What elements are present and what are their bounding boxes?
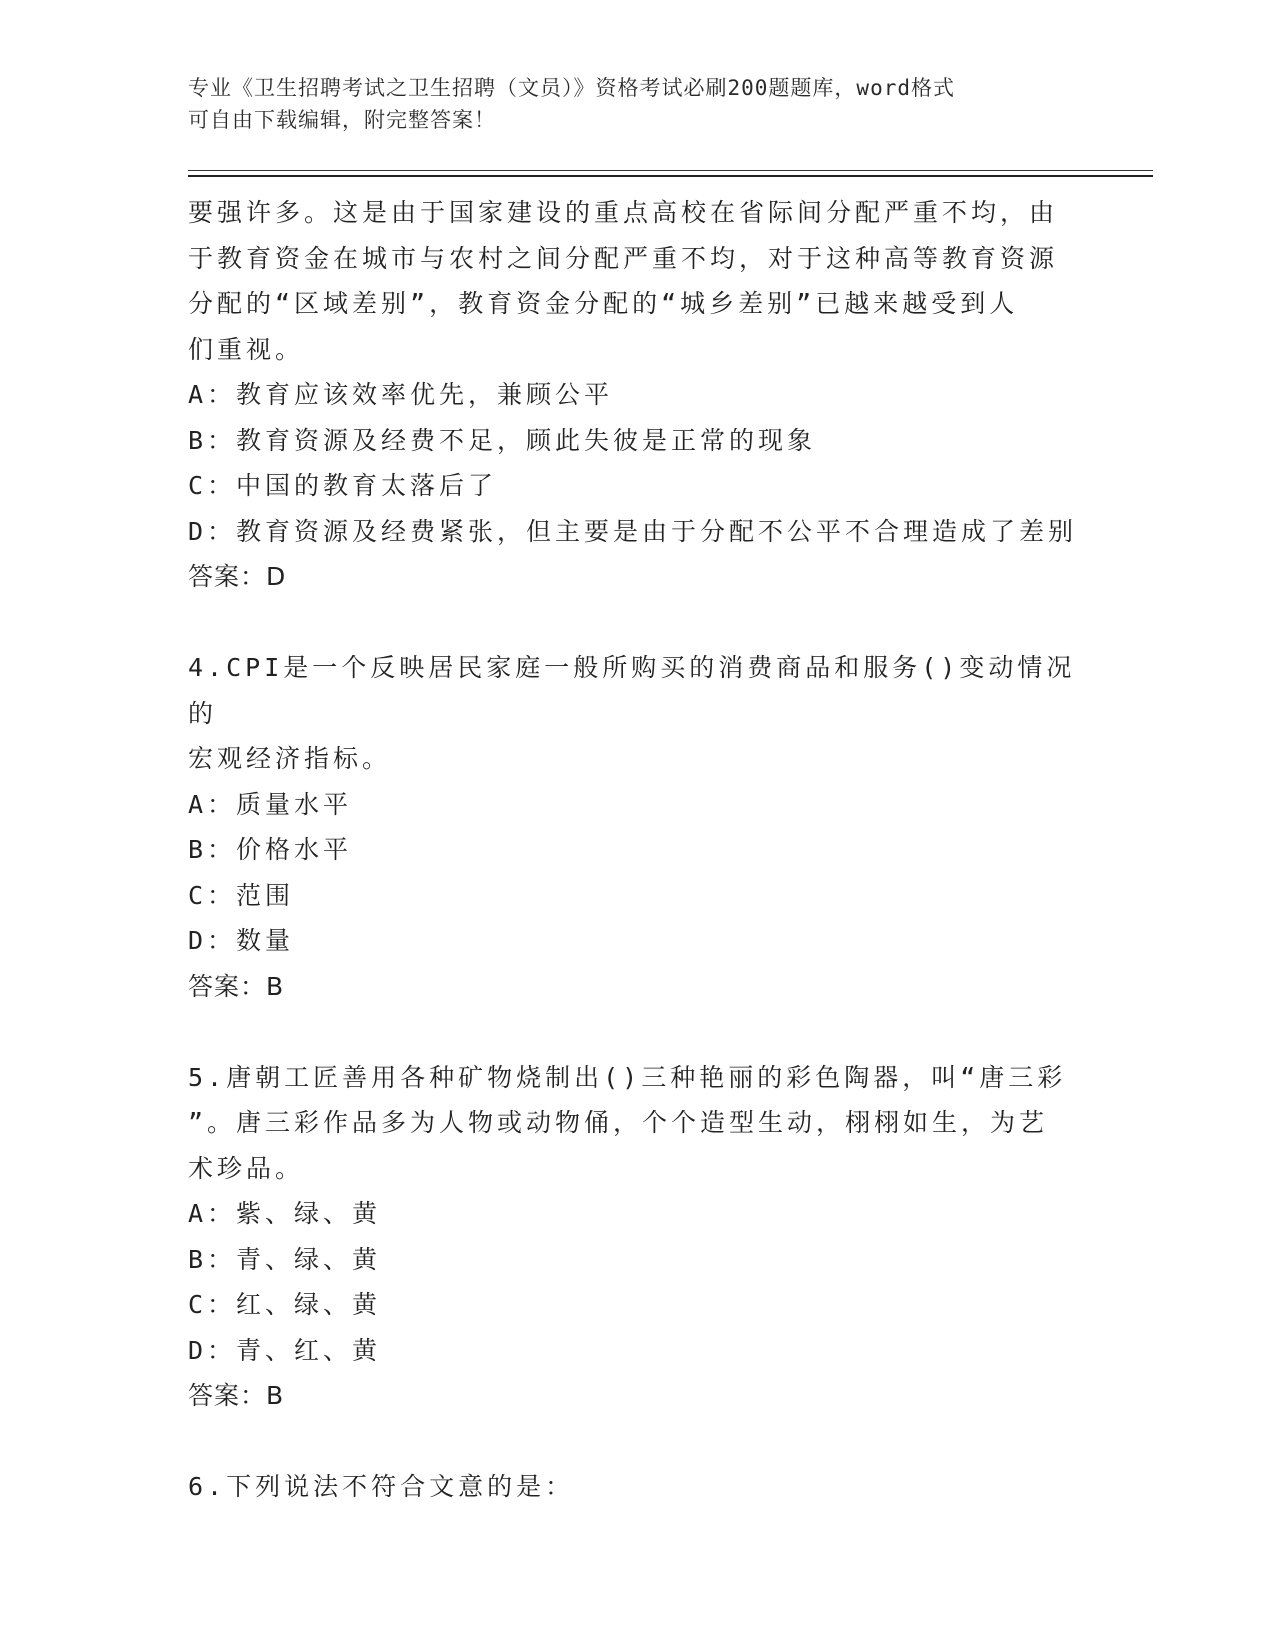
option-a: A：紫、绿、黄 [188, 1199, 382, 1228]
option-c: C：范围 [188, 880, 295, 910]
question-stem-line: 于教育资金在城市与农村之间分配严重不均，对于这种高等教育资源 [188, 243, 1059, 273]
option-b: B：青、绿、黄 [188, 1244, 382, 1274]
page-header [188, 72, 1088, 136]
question-6 [188, 1464, 1088, 1510]
option-c: C：红、绿、黄 [188, 1290, 382, 1319]
answer-line: 答案：D [188, 562, 287, 591]
question-5 [188, 1055, 1088, 1419]
header-divider-thin [188, 170, 1153, 171]
option-b: B：教育资源及经费不足，顾此失彼是正常的现象 [188, 425, 817, 455]
question-stem-line: 5.唐朝工匠善用各种矿物烧制出()三种艳丽的彩色陶器，叫“唐三彩 [188, 1062, 1067, 1092]
answer-line: 答案：B [188, 1381, 285, 1410]
question-4 [188, 645, 1088, 1009]
option-d: D：数量 [188, 926, 295, 955]
question-stem-line: 术珍品。 [188, 1153, 305, 1183]
question-stem-line: 宏观经济指标。 [188, 744, 392, 773]
document-body [188, 190, 1088, 1510]
header-title-line-2: 可自由下载编辑，附完整答案！ [188, 108, 496, 132]
question-stem-line: 6.下列说法不符合文意的是： [188, 1472, 575, 1501]
question-stem-line: 分配的“区域差别”，教育资金分配的“城乡差别”已越来越受到人 [188, 289, 1019, 318]
question-3 [188, 190, 1088, 600]
header-divider-thick [188, 175, 1153, 177]
question-stem-line: 要强许多。这是由于国家建设的重点高校在省际间分配严重不均，由 [188, 198, 1059, 227]
question-spacer [188, 600, 1088, 646]
option-b: B：价格水平 [188, 835, 353, 864]
option-d: D：教育资源及经费紧张，但主要是由于分配不公平不合理造成了差别 [188, 516, 1078, 546]
question-spacer [188, 1009, 1088, 1055]
header-title-line-1: 专业《卫生招聘考试之卫生招聘（文员）》资格考试必刷200题题库，word格式 [188, 76, 955, 100]
question-stem-line: 4.CPI是一个反映居民家庭一般所购买的消费商品和服务()变动情况的 [188, 653, 1076, 728]
option-a: A：质量水平 [188, 789, 353, 819]
option-d: D：青、红、黄 [188, 1335, 382, 1365]
answer-line: 答案：B [188, 971, 285, 1001]
option-a: A：教育应该效率优先，兼顾公平 [188, 380, 614, 409]
question-stem-line: 们重视。 [188, 334, 305, 364]
question-stem-line: ”。唐三彩作品多为人物或动物俑，个个造型生动，栩栩如生，为艺 [188, 1108, 1049, 1137]
option-c: C：中国的教育太落后了 [188, 471, 498, 500]
question-spacer [188, 1419, 1088, 1465]
